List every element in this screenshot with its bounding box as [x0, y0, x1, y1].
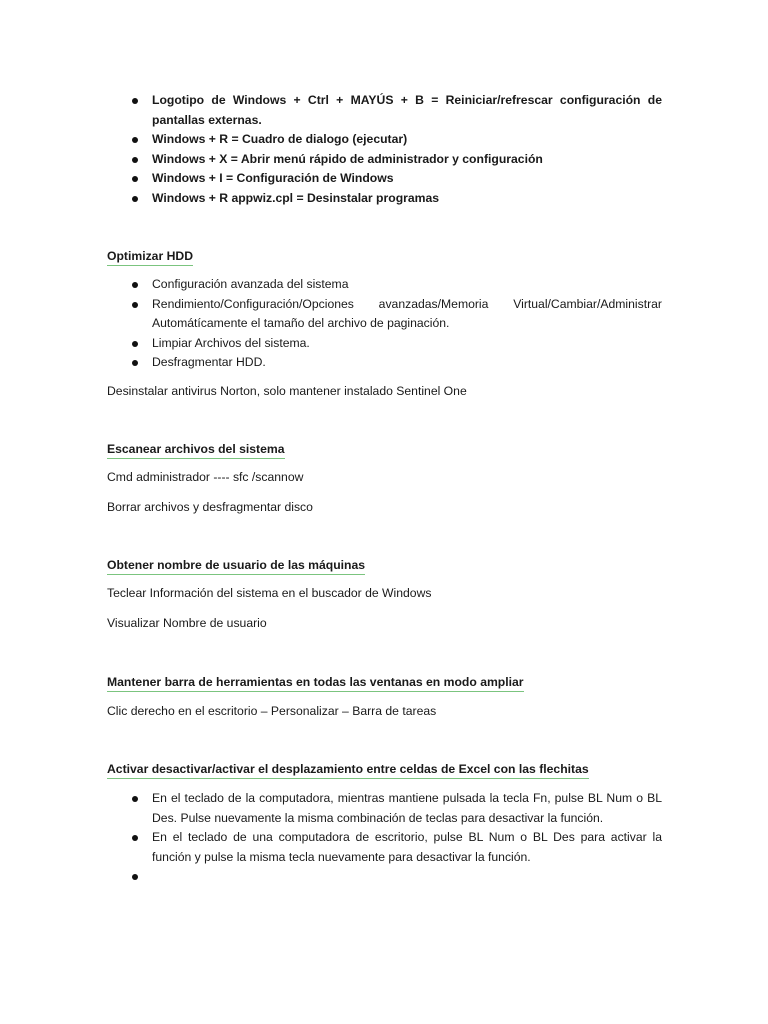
list-item — [107, 828, 662, 867]
bullet-icon — [132, 341, 138, 347]
list-item — [107, 789, 662, 828]
list-item — [107, 353, 662, 373]
section-heading: Activar desactivar/activar el desplazamiento entre celdas de Excel con las flechitas — [107, 761, 589, 779]
scan-command: Cmd administrador ---- sfc /scannow — [107, 470, 304, 484]
username-step: Visualizar Nombre de usuario — [107, 616, 267, 630]
shortcut-text: Windows + R appwiz.cpl = Desinstalar programas — [152, 190, 440, 205]
hdd-item-text: Desfragmentar HDD. — [152, 355, 266, 369]
list-item — [107, 150, 662, 170]
bullet-icon — [132, 137, 138, 143]
shortcut-text: Logotipo de Windows + Ctrl + MAYÚS + B = Reiniciar/refrescar configuración de pantallas externas. — [152, 93, 662, 127]
bullet-icon — [132, 302, 138, 308]
hdd-item-text: Limpiar Archivos del sistema. — [152, 335, 310, 350]
toolbar-section — [107, 673, 662, 692]
antivirus-note: Desinstalar antivirus Norton, solo mantener instalado Sentinel One — [107, 384, 467, 398]
hdd-item-text: Configuración avanzada del sistema — [152, 277, 349, 291]
list-item — [107, 334, 662, 354]
toolbar-step: Clic derecho en el escritorio – Personalizar – Barra de tareas — [107, 704, 437, 718]
section-heading: Optimizar HDD — [107, 248, 193, 266]
scan-line2-block — [107, 498, 662, 516]
list-item — [107, 275, 662, 295]
hdd-list — [107, 275, 662, 373]
list-item — [107, 169, 662, 189]
shortcut-text: Windows + R = Cuadro de dialogo (ejecutar) — [152, 132, 408, 146]
bullet-icon — [132, 835, 138, 841]
excel-item-text: En el teclado de una computadora de escritorio, pulse BL Num o BL Des para activar la función y pulse la misma tecla nuevamente para desactivar la función. — [152, 830, 662, 864]
bullet-icon — [132, 196, 138, 202]
scan-cleanup: Borrar archivos y desfragmentar disco — [107, 500, 313, 514]
list-item — [107, 130, 662, 150]
excel-list-block — [107, 789, 662, 887]
excel-section — [107, 760, 662, 779]
hdd-note-block — [107, 382, 662, 400]
toolbar-line-block — [107, 702, 662, 720]
hdd-section — [107, 247, 662, 266]
bullet-icon — [132, 796, 138, 802]
excel-list — [107, 789, 662, 887]
list-item — [107, 91, 662, 130]
list-item — [107, 295, 662, 334]
bullet-icon — [132, 176, 138, 182]
bullet-icon — [132, 157, 138, 163]
username-section — [107, 556, 662, 575]
excel-item-text: En el teclado de la computadora, mientras mantiene pulsada la tecla Fn, pulse BL Num o BL Des. Pulse nuevamente la misma combinación de teclas para desactivar la función. — [152, 791, 662, 825]
shortcut-text: Windows + I = Configuración de Windows — [152, 171, 394, 185]
section-heading: Mantener barra de herramientas en todas las ventanas en modo ampliar — [107, 674, 524, 692]
bullet-icon — [132, 874, 138, 880]
username-line2-block — [107, 614, 662, 632]
bullet-icon — [132, 98, 138, 104]
bullet-icon — [132, 360, 138, 366]
section-heading: Escanear archivos del sistema — [107, 441, 285, 459]
section-heading: Obtener nombre de usuario de las máquinas — [107, 557, 365, 575]
bullet-icon — [132, 282, 138, 288]
hdd-list-block — [107, 275, 662, 373]
username-line1-block — [107, 584, 662, 602]
username-step: Teclear Información del sistema en el buscador de Windows — [107, 586, 432, 600]
list-item — [107, 189, 662, 209]
shortcuts-section — [107, 91, 662, 208]
hdd-item-text: Rendimiento/Configuración/Opciones avanzadas/Memoria Virtual/Cambiar/Administrar Automátícamente el tamaño del archivo de paginación. — [152, 296, 662, 330]
scan-section — [107, 440, 662, 459]
shortcuts-list — [107, 91, 662, 208]
scan-line1-block — [107, 468, 662, 486]
list-item — [107, 867, 662, 887]
shortcut-text: Windows + X = Abrir menú rápido de administrador y configuración — [152, 151, 543, 166]
